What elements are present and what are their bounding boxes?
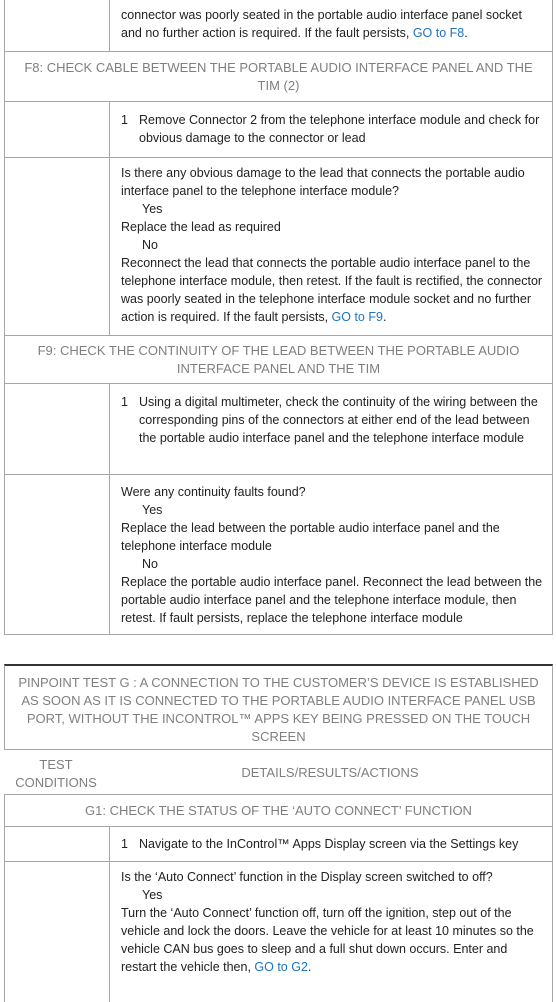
question: Is the ‘Auto Connect’ function in the Display screen switched to off? <box>121 870 493 884</box>
g-title-row <box>4 664 553 750</box>
test-conditions-cell <box>5 102 110 157</box>
go-to-f9-link[interactable]: GO to F9 <box>331 310 383 324</box>
no-action-end: . <box>382 310 387 324</box>
yes-label: Yes <box>142 503 163 517</box>
yes-label: Yes <box>142 888 163 902</box>
f9-title: F9: CHECK THE CONTINUITY OF THE LEAD BETWEEN THE PORTABLE AUDIO INTERFACE PANEL AND THE TIM <box>37 343 520 376</box>
g1-results <box>110 862 552 1002</box>
no-action-body: Reconnect the lead that connects the portable audio interface panel to the telephone interface module, then retest. If the fault is rectified, the connector was poorly seated in the telephone interface module socket and no further action is required. If the fault persists, <box>121 256 543 324</box>
f9-step <box>110 384 552 474</box>
g-column-header-row <box>4 750 553 795</box>
f8-step-row <box>4 102 553 158</box>
pinpoint-test-g-table <box>4 664 553 1002</box>
test-conditions-cell <box>5 0 110 51</box>
step-number: 1 <box>121 113 128 127</box>
step-number: 1 <box>121 837 128 851</box>
f9-result-row <box>4 475 553 635</box>
g1-result-row <box>4 862 553 1002</box>
test-conditions-cell <box>5 827 110 861</box>
yes-action <box>121 904 544 976</box>
step-number: 1 <box>121 395 128 409</box>
f8-title: F8: CHECK CABLE BETWEEN THE PORTABLE AUDIO INTERFACE PANEL AND THE TIM (2) <box>24 60 533 93</box>
g1-header-row <box>4 795 553 827</box>
test-conditions-cell <box>5 475 110 634</box>
no-action: Replace the portable audio interface panel. Reconnect the lead between the portable audio interface panel and the telephone interface module, then retest. If fault persists, replace the telephone interface module <box>121 575 543 625</box>
step-text: Using a digital multimeter, check the continuity of the wiring between the corresponding pins of the connectors at either end of the lead between the portable audio interface panel and the telephone interface module <box>139 395 538 445</box>
no-label: No <box>142 557 158 571</box>
col-details-results-actions: DETAILS/RESULTS/ACTIONS <box>241 765 419 780</box>
f8-result-row <box>4 158 553 336</box>
go-to-f8-link[interactable]: GO to F8 <box>412 26 465 40</box>
yes-action-body: Turn the ‘Auto Connect’ function off, turn off the ignition, step out of the vehicle and lock the doors. Leave the vehicle for at least 10 minutes so the vehicle CAN bus goes to sleep and a full shut down occurs. Enter and restart the vehicle then, <box>121 906 534 974</box>
g1-title: G1: CHECK THE STATUS OF THE ‘AUTO CONNECT’ FUNCTION <box>85 803 472 818</box>
go-to-g2-link[interactable]: GO to G2 <box>254 960 308 974</box>
f9-step-row <box>4 384 553 475</box>
f7-result-row <box>4 0 553 52</box>
yes-action: Replace the lead as required <box>121 220 281 234</box>
yes-action: Replace the lead between the portable audio interface panel and the telephone interface module <box>121 521 500 553</box>
f9-results <box>110 475 552 634</box>
question: Is there any obvious damage to the lead that connects the portable audio interface panel to the telephone interface module? <box>121 166 525 198</box>
question: Were any continuity faults found? <box>121 485 306 499</box>
yes-action-end: . <box>307 960 312 974</box>
step-text: Navigate to the InControl™ Apps Display screen via the Settings key <box>139 837 519 851</box>
f9-header-row <box>4 336 553 384</box>
f7-tail-body: connector was poorly seated in the portable audio interface panel socket and no further action is required. If the fault persists, <box>121 8 522 40</box>
f8-header-row <box>4 52 553 102</box>
yes-label: Yes <box>142 202 163 216</box>
step-text: Remove Connector 2 from the telephone interface module and check for obvious damage to the connector or lead <box>139 113 540 145</box>
f7-tail-text <box>110 0 552 51</box>
col-test-conditions: TEST CONDITIONS <box>15 757 97 790</box>
f8-step <box>110 102 552 157</box>
test-conditions-cell <box>5 158 110 335</box>
f7-tail-end: . <box>464 26 468 40</box>
pinpoint-test-g-title: PINPOINT TEST G : A CONNECTION TO THE CUSTOMER’S DEVICE IS ESTABLISHED AS SOON AS IT IS CONNECTED TO THE PORTABLE AUDIO INTERFACE PANEL USB PORT, WITHOUT THE INCONTROL™ APPS KEY BEING PRESSED ON THE TOUCH SCREEN <box>18 675 539 744</box>
g1-step-row <box>4 827 553 862</box>
no-action <box>121 254 544 326</box>
g1-step <box>110 827 552 861</box>
test-conditions-cell <box>5 384 110 474</box>
test-conditions-cell <box>5 862 110 1002</box>
f8-results <box>110 158 552 335</box>
no-label: No <box>142 238 158 252</box>
